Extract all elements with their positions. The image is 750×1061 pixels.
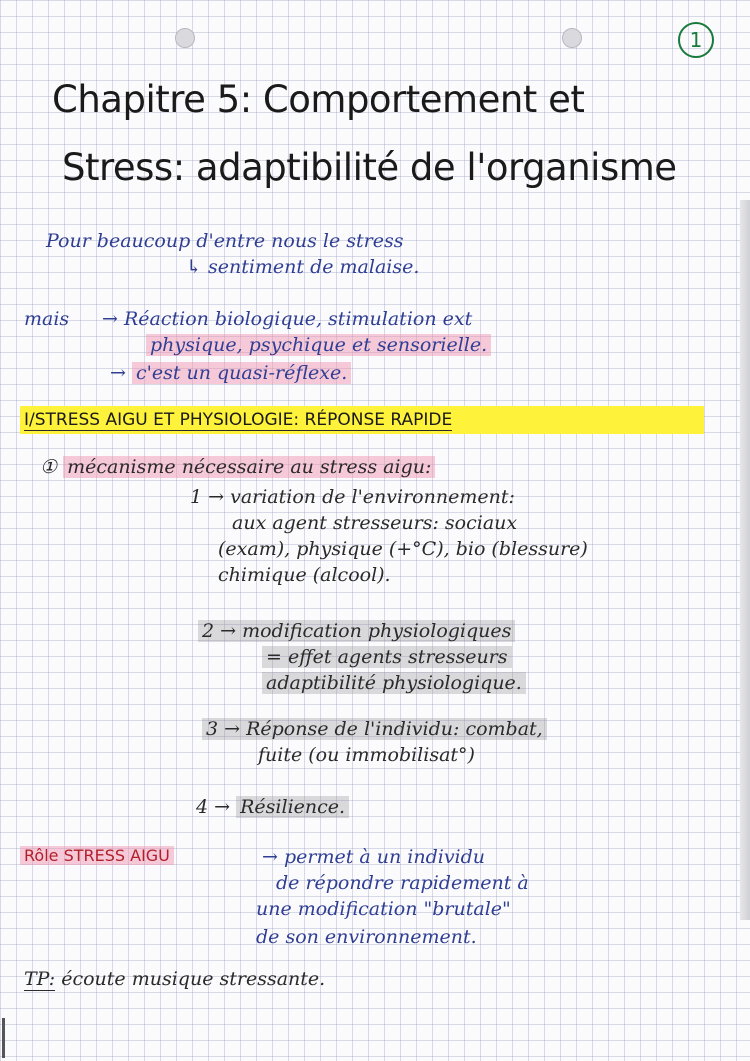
item3-line-1	[202, 718, 547, 740]
role-line-1: → permet à un individu	[262, 846, 486, 868]
mais-line-3-text: c'est un quasi-réflexe.	[132, 362, 351, 384]
margin-mark	[2, 1018, 5, 1058]
item2-line-2	[262, 646, 512, 668]
item2-line-1-text: 2 → modification physiologiques	[198, 620, 515, 642]
item2-line-3	[262, 672, 526, 694]
page-edge-shadow	[740, 200, 750, 920]
tp-label: TP:	[24, 968, 56, 990]
item1-line-2: aux agent stresseurs: sociaux	[232, 512, 518, 534]
role-line-2: de répondre rapidement à	[276, 872, 529, 894]
item1-line-1: 1 → variation de l'environnement:	[190, 486, 515, 508]
intro-line-2: ↳ sentiment de malaise.	[186, 256, 420, 278]
role-label-text: Rôle STRESS AIGU	[20, 846, 174, 865]
item3-line-1-text: 3 → Réponse de l'individu: combat,	[202, 718, 547, 740]
title-line-2: Stress: adaptibilité de l'organisme	[62, 146, 677, 189]
tp-line	[24, 968, 325, 990]
tp-text: écoute musique stressante.	[61, 968, 326, 990]
section-heading	[20, 406, 704, 434]
section-heading-text: I/STRESS AIGU ET PHYSIOLOGIE: RÉPONSE RAPIDE	[24, 410, 453, 430]
mais-label: mais	[24, 308, 70, 330]
item2-line-1	[198, 620, 515, 642]
mais-line-3	[110, 362, 351, 384]
role-line-4: de son environnement.	[256, 926, 477, 948]
title-line-1: Chapitre 5: Comportement et	[52, 78, 585, 121]
role-line-3: une modification "brutale"	[256, 898, 511, 920]
mais-arrow: →	[110, 362, 126, 384]
item2-line-2-text: = effet agents stresseurs	[262, 646, 512, 668]
item4-prefix: 4 →	[196, 796, 231, 818]
subheading-text: mécanisme nécessaire au stress aigu:	[63, 456, 435, 478]
role-label	[20, 846, 174, 865]
item4-text: Résilience.	[236, 796, 349, 818]
binder-hole-left	[175, 28, 195, 48]
item4	[196, 796, 349, 818]
item1-line-4: chimique (alcool).	[218, 564, 391, 586]
item2-line-3-text: adaptibilité physiologique.	[262, 672, 526, 694]
mais-line-2	[146, 334, 491, 356]
item1-line-3: (exam), physique (+°C), bio (blessure)	[218, 538, 588, 560]
mais-line-2-text: physique, psychique et sensorielle.	[146, 334, 491, 356]
page-number-badge: 1	[678, 22, 714, 58]
subheading-number: ①	[40, 456, 58, 478]
intro-line-1: Pour beaucoup d'entre nous le stress	[46, 230, 404, 252]
binder-hole-right	[562, 28, 582, 48]
mais-line-1: → Réaction biologique, stimulation ext	[102, 308, 473, 330]
item3-line-2: fuite (ou immobilisat°)	[258, 744, 475, 766]
subheading-1	[40, 456, 435, 478]
